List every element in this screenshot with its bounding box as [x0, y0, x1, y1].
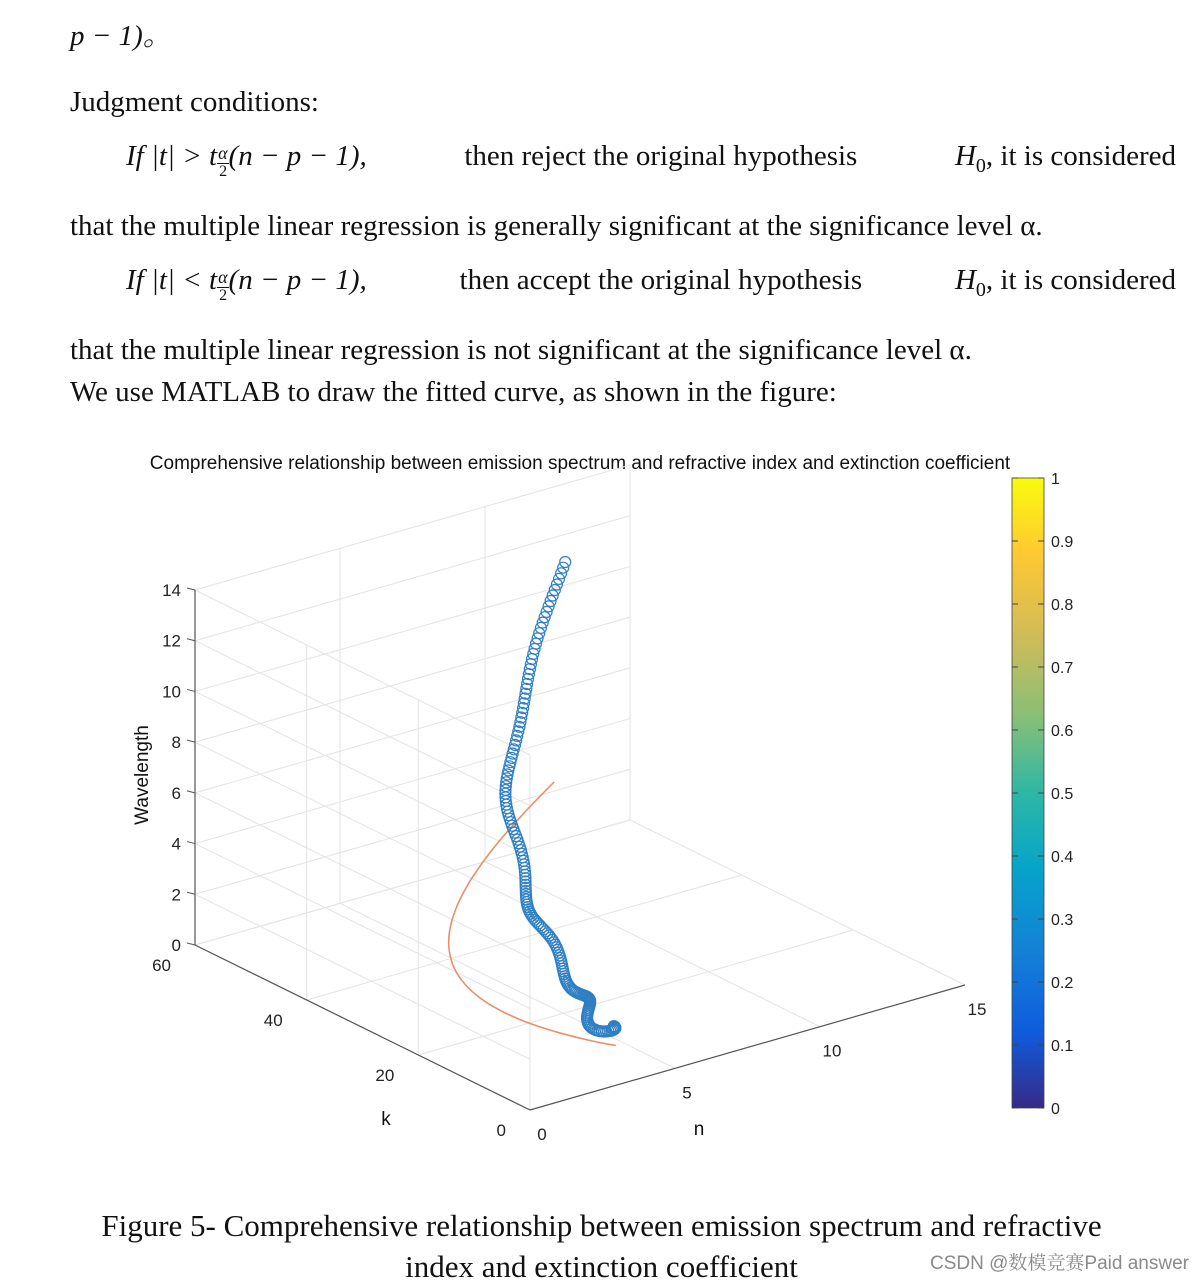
- matlab-sentence: We use MATLAB to draw the fitted curve, as shown in the figure:: [70, 376, 837, 408]
- colorbar-tick-label: 1: [1051, 471, 1060, 488]
- condition-1: [126, 140, 1176, 180]
- z-tick-mark: [187, 639, 195, 641]
- cond2-df: (n − p − 1),: [228, 264, 367, 296]
- z-tick-label: 0: [171, 936, 181, 955]
- colorbar-tick-label: 0: [1051, 1101, 1060, 1118]
- condition-2-continuation: that the multiple linear regression is not significant at the significance level α.: [70, 334, 972, 366]
- cond2-h: H: [954, 264, 976, 296]
- z-tick-label: 8: [171, 733, 181, 753]
- grid-line: [630, 820, 965, 985]
- x-tick-label: 15: [967, 1000, 987, 1019]
- cond2-hypothesis: [955, 266, 1176, 300]
- z-tick-mark: [187, 892, 195, 894]
- z-tick-label: 6: [171, 783, 181, 803]
- grid-line: [195, 742, 530, 907]
- z-tick-mark: [187, 943, 195, 945]
- csdn-watermark: CSDN @数模竞赛Paid answer: [930, 1253, 1189, 1274]
- z-tick-mark: [187, 791, 195, 793]
- colorbar-tick-label: 0.5: [1051, 786, 1074, 803]
- equation-text: p − 1)。: [70, 20, 172, 52]
- colorbar-tick-label: 0.3: [1051, 912, 1074, 929]
- cond1-frac-num: α: [218, 143, 228, 163]
- cond1-h-sub: 0: [975, 154, 986, 177]
- y-tick-label: 20: [375, 1066, 395, 1085]
- x-tick-label: 10: [822, 1041, 842, 1061]
- figure-caption-line-1: Figure 5- Comprehensive relationship between emission spectrum and refractive: [101, 1208, 1102, 1243]
- cond1-df: (n − p − 1),: [228, 140, 367, 172]
- tick-labels: [152, 581, 986, 1144]
- z-tick-mark: [187, 842, 195, 844]
- condition-1-formula: [126, 140, 367, 180]
- colorbar-tick-label: 0.8: [1051, 597, 1074, 614]
- cond1-h: H: [954, 140, 976, 172]
- condition-2-formula: [126, 264, 367, 304]
- colorbar-tick-label: 0.9: [1051, 534, 1074, 551]
- y-tick-label: 0: [496, 1121, 506, 1140]
- grid-line: [195, 590, 530, 755]
- cond1-hypothesis: [955, 142, 1176, 176]
- cond1-frac-den: 2: [219, 163, 228, 180]
- cond1-statement: then reject the original hypothesis: [464, 140, 858, 172]
- colorbar-tick-label: 0.7: [1051, 660, 1074, 677]
- chart-title: Comprehensive relationship between emission spectrum and refractive index and extinction coefficient: [149, 453, 1011, 474]
- cond1-lhs: If |t| > t: [126, 140, 218, 172]
- cond2-statement: then accept the original hypothesis: [459, 264, 863, 296]
- x-tick-label: 5: [682, 1083, 692, 1103]
- figure-caption-line-2: index and extinction coefficient: [405, 1249, 798, 1284]
- cond1-fraction: [217, 142, 228, 180]
- grid-line: [195, 641, 530, 806]
- cond2-fraction: [217, 266, 228, 304]
- cond2-tail: , it is considered: [985, 264, 1176, 296]
- judgment-heading: Judgment conditions:: [70, 86, 319, 118]
- condition-2: [126, 264, 1176, 304]
- z-tick-label: 12: [162, 631, 181, 651]
- z-tick-label: 4: [171, 834, 181, 854]
- figure-3d-plot: [110, 445, 1090, 1145]
- colorbar-tick-label: 0.6: [1051, 723, 1074, 740]
- grid-line: [485, 862, 820, 1027]
- z-tick-label: 2: [171, 885, 181, 905]
- cond1-tail: , it is considered: [985, 140, 1176, 172]
- colorbar-tick-label: 0.1: [1051, 1038, 1074, 1055]
- grid-line: [195, 465, 630, 590]
- condition-1-continuation: that the multiple linear regression is generally significant at the significance level α.: [70, 210, 1043, 242]
- grid-line: [195, 894, 530, 1059]
- cond2-lhs: If |t| < t: [126, 264, 218, 296]
- z-tick-label: 14: [162, 581, 181, 600]
- z-tick-mark: [187, 740, 195, 742]
- grid-line: [195, 793, 530, 958]
- x-tick-label: 0: [537, 1125, 547, 1144]
- equation-fragment: [70, 22, 172, 51]
- y-tick-label: 40: [263, 1011, 283, 1030]
- cond2-h-sub: 0: [975, 278, 986, 301]
- z-tick-mark: [187, 689, 195, 691]
- z-axis-label: Wavelength: [132, 725, 153, 825]
- cond2-frac-num: α: [218, 267, 228, 287]
- z-tick-label: 10: [162, 682, 181, 702]
- grid-line: [340, 903, 675, 1068]
- z-tick-mark: [187, 588, 195, 590]
- y-axis-label: k: [381, 1109, 391, 1130]
- x-axis-label: n: [693, 1119, 705, 1140]
- grid-line: [195, 691, 530, 856]
- y-tick-label: 60: [152, 956, 171, 975]
- cond2-frac-den: 2: [219, 287, 228, 304]
- colorbar-tick-label: 0.4: [1051, 849, 1074, 866]
- data-markers: [500, 557, 621, 1038]
- colorbar-tick-label: 0.2: [1051, 975, 1074, 992]
- y-axis-line: [195, 945, 530, 1110]
- grid-lines: [195, 465, 965, 1110]
